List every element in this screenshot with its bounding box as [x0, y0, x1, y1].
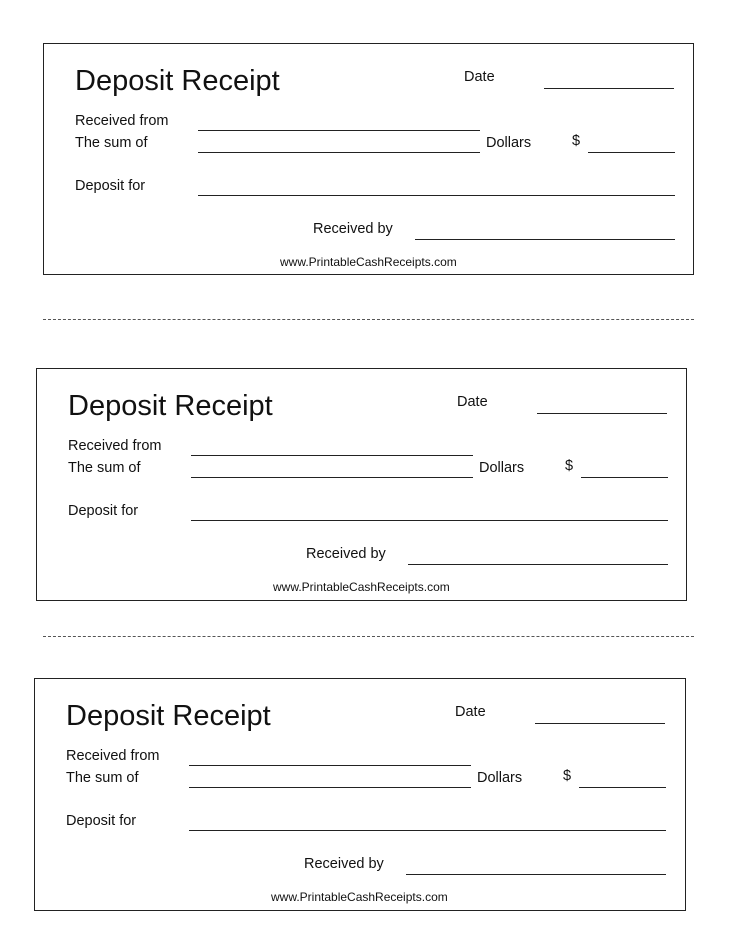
received-by-field[interactable]: [408, 564, 668, 565]
cut-line: [43, 319, 694, 320]
date-field[interactable]: [544, 88, 674, 89]
amount-field[interactable]: [579, 787, 666, 788]
deposit-receipt-3: [34, 678, 686, 911]
receipt-title: Deposit Receipt: [75, 65, 280, 97]
cut-line: [43, 636, 694, 637]
deposit-for-field[interactable]: [198, 195, 675, 196]
received-from-label: Received from: [66, 748, 160, 764]
dollar-symbol: $: [563, 768, 572, 784]
received-from-label: Received from: [75, 113, 169, 129]
amount-field[interactable]: [588, 152, 675, 153]
amount-field[interactable]: [581, 477, 668, 478]
deposit-for-field[interactable]: [189, 830, 666, 831]
received-from-label: Received from: [68, 438, 162, 454]
received-by-field[interactable]: [415, 239, 675, 240]
received-from-field[interactable]: [198, 130, 480, 131]
dollars-label: Dollars: [479, 460, 525, 476]
dollar-symbol: $: [565, 458, 574, 474]
received-from-field[interactable]: [191, 455, 473, 456]
sum-field[interactable]: [198, 152, 480, 153]
dollars-label: Dollars: [486, 135, 532, 151]
sum-field[interactable]: [189, 787, 471, 788]
received-by-label: Received by: [306, 546, 386, 562]
website-link: www.PrintableCashReceipts.com: [273, 580, 450, 594]
date-label: Date: [457, 394, 488, 410]
received-by-label: Received by: [313, 221, 393, 237]
received-by-label: Received by: [304, 856, 384, 872]
date-field[interactable]: [535, 723, 665, 724]
date-label: Date: [455, 704, 486, 720]
deposit-for-field[interactable]: [191, 520, 668, 521]
sum-label: The sum of: [66, 770, 139, 786]
receipt-title: Deposit Receipt: [66, 700, 271, 732]
deposit-for-label: Deposit for: [75, 178, 146, 194]
sum-field[interactable]: [191, 477, 473, 478]
date-label: Date: [464, 69, 495, 85]
receipt-title: Deposit Receipt: [68, 390, 273, 422]
deposit-receipt-2: [36, 368, 687, 601]
date-field[interactable]: [537, 413, 667, 414]
deposit-receipt-1: [43, 43, 694, 275]
received-by-field[interactable]: [406, 874, 666, 875]
deposit-for-label: Deposit for: [68, 503, 139, 519]
website-link: www.PrintableCashReceipts.com: [271, 890, 448, 904]
sum-label: The sum of: [68, 460, 141, 476]
sum-label: The sum of: [75, 135, 148, 151]
received-from-field[interactable]: [189, 765, 471, 766]
website-link: www.PrintableCashReceipts.com: [280, 255, 457, 269]
dollars-label: Dollars: [477, 770, 523, 786]
deposit-for-label: Deposit for: [66, 813, 137, 829]
dollar-symbol: $: [572, 133, 581, 149]
